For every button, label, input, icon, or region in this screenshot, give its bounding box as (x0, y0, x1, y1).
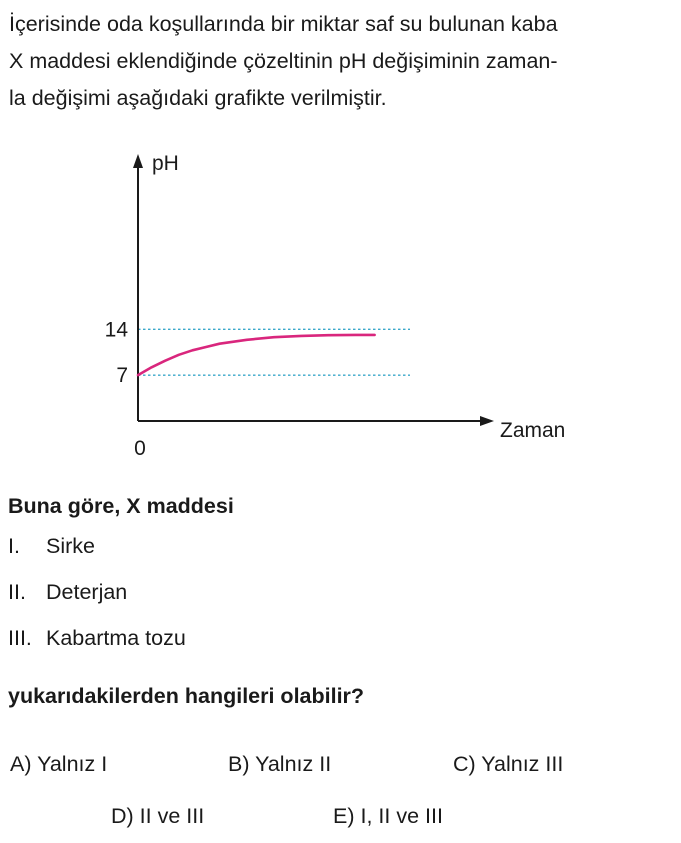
x-axis-arrow-icon (480, 416, 494, 426)
lead-text: Buna göre, X maddesi (8, 494, 234, 518)
x-axis-label: Zaman (500, 419, 566, 442)
statement-item-3 (8, 626, 186, 651)
question-stem (9, 6, 673, 117)
stem-line-1: İçerisinde oda koşullarında bir miktar saf su bulunan kaba (9, 12, 558, 36)
option-c[interactable]: C) Yalnız III (453, 752, 564, 776)
statement-number: II. (8, 580, 26, 604)
statement-number: I. (8, 534, 20, 558)
origin-label: 0 (134, 437, 146, 460)
statement-item-1 (8, 534, 95, 559)
y-tick-label-1: 14 (104, 318, 128, 342)
y-tick-label-2: 7 (116, 364, 128, 388)
statement-text: Deterjan (46, 580, 128, 604)
y-axis-arrow-icon (133, 154, 143, 168)
y-axis-label: pH (152, 152, 179, 175)
option-a[interactable]: A) Yalnız I (10, 752, 108, 776)
statement-text: Sirke (46, 534, 95, 558)
option-d[interactable]: D) II ve III (111, 804, 205, 828)
statement-text: Kabartma tozu (46, 626, 186, 650)
option-b[interactable]: B) Yalnız II (228, 752, 332, 776)
statement-item-2 (8, 580, 127, 605)
ph-time-chart (0, 140, 681, 470)
option-e[interactable]: E) I, II ve III (333, 804, 443, 828)
stem-line-2: X maddesi eklendiğinde çözeltinin pH değişiminin zaman- (9, 49, 558, 73)
question-prompt: yukarıdakilerden hangileri olabilir? (8, 684, 365, 708)
stem-line-3: la değişimi aşağıdaki grafikte verilmiştir. (9, 86, 387, 110)
ph-curve (138, 335, 375, 375)
statement-number: III. (8, 626, 32, 650)
